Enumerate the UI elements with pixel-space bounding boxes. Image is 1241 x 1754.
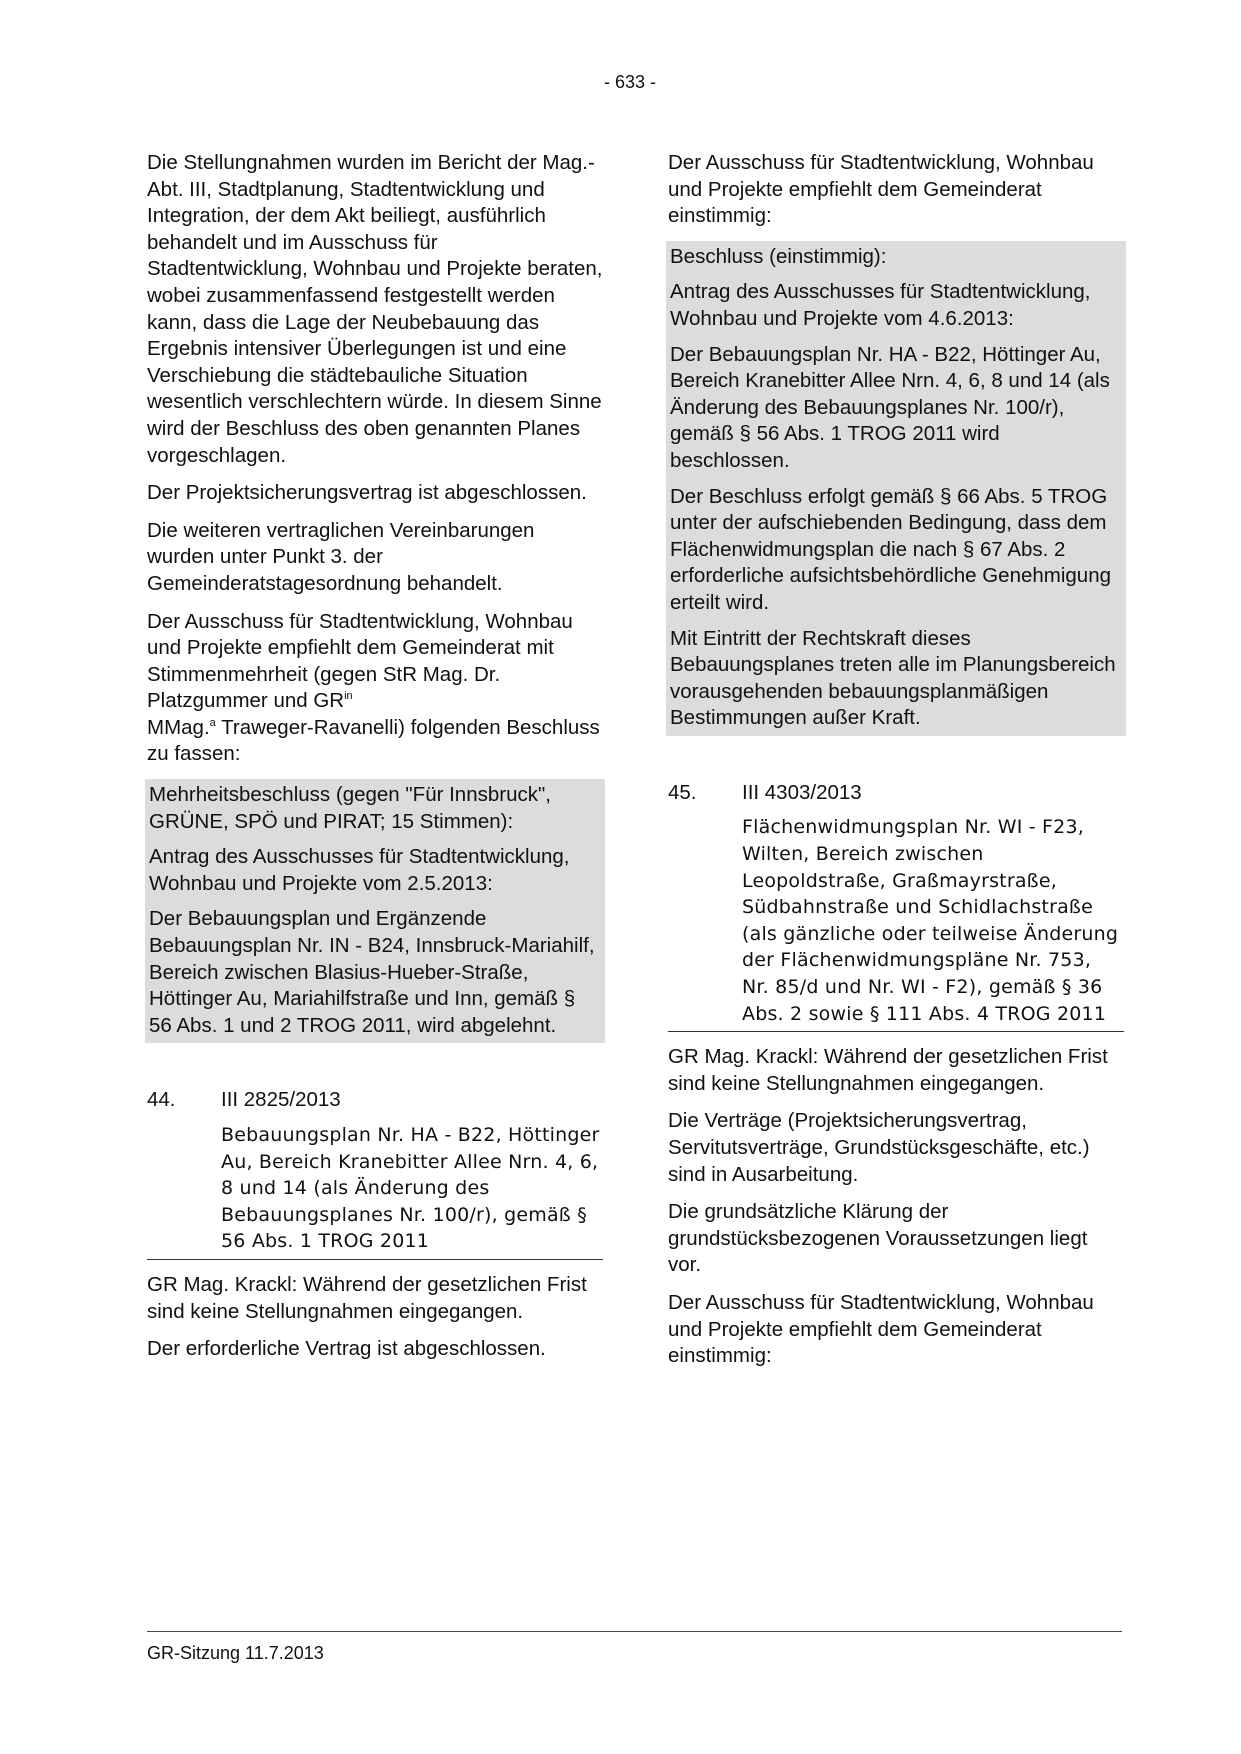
paragraph: Die Verträge (Projektsicherungsvertrag, Servitutsverträge, Grundstücksgeschäfte, etc.) sind in Ausarbeitung. <box>668 1109 1090 1186</box>
agenda-item-title: Flächenwidmungsplan Nr. WI - F23, Wilten, Bereich zwischen Leopoldstraße, Graßmayrstraße, Südbahnstraße und Schidlachstraße (als gänzliche oder teilweise Änderung der Flächenwidmungspläne Nr. 753, Nr. 85/d und Nr. WI - F2), gemäß § 36 Abs. 2 sowie § 111 Abs. 4 TROG 2011 <box>742 816 1119 1025</box>
footer-divider <box>147 1631 1122 1632</box>
agenda-item-number: 45. <box>668 780 697 804</box>
agenda-item-reference: III 2825/2013 <box>221 1088 341 1112</box>
divider <box>147 1259 603 1260</box>
divider <box>668 1031 1124 1032</box>
paragraph: GR Mag. Krackl: Während der gesetzlichen Frist sind keine Stellungnahmen eingegangen. <box>668 1045 1108 1095</box>
resolution-motion: Antrag des Ausschusses für Stadtentwicklung, Wohnbau und Projekte vom 4.6.2013: <box>670 280 1091 330</box>
text-segment: Der Ausschuss für Stadtentwicklung, Wohnbau und Projekte empfiehlt dem Gemeinderat mit Stimmenmehrheit (gegen StR Mag. Dr. Platzgummer und GR <box>147 609 573 713</box>
paragraph: Die grundsätzliche Klärung der grundstücksbezogenen Voraussetzungen liegt vor. <box>668 1200 1088 1277</box>
superscript: a <box>209 717 216 730</box>
resolution-box <box>145 779 605 1043</box>
resolution-text: Der Bebauungsplan und Ergänzende Bebauungsplan Nr. IN - B24, Innsbruck-Mariahilf, Bereich zwischen Blasius-Hueber-Straße, Höttinger Au, Mariahilfstraße und Inn, gemäß § 56 Abs. 1 und 2 TROG 2011, wird abgelehnt. <box>149 907 595 1037</box>
agenda-item-header <box>147 1087 603 1114</box>
resolution-text: Der Bebauungsplan Nr. HA - B22, Höttinger Au, Bereich Kranebitter Allee Nrn. 4, 6, 8 und 14 (als Änderung des Bebauungsplanes Nr. 100/r), gemäß § 56 Abs. 1 TROG 2011 wird beschlossen. <box>670 342 1110 472</box>
right-column <box>668 150 1124 1381</box>
resolution-vote: Mehrheitsbeschluss (gegen "Für Innsbruck", GRÜNE, SPÖ und PIRAT; 15 Stimmen): <box>149 783 551 833</box>
paragraph: Die weiteren vertraglichen Vereinbarungen wurden unter Punkt 3. der Gemeinderatstagesordnung behandelt. <box>147 518 535 595</box>
paragraph: Der Projektsicherungsvertrag ist abgeschlossen. <box>147 481 587 505</box>
agenda-item-header <box>668 780 1124 807</box>
paragraph: Die Stellungnahmen wurden im Bericht der Mag.-Abt. III, Stadtplanung, Stadtentwicklung und Integration, der dem Akt beiliegt, ausführlich behandelt und im Ausschuss für Stadtentwicklung, Wohnbau und Projekte beraten, wobei zusammenfassend festgestellt werden kann, dass die Lage der Neubebauung das Ergebnis intensiver Überlegungen ist und eine Verschiebung die städtebauliche Situation wesentlich verschlechtern würde. In diesem Sinne wird der Beschluss des oben genannten Planes vorgeschlagen. <box>147 151 603 467</box>
resolution-motion: Antrag des Ausschusses für Stadtentwicklung, Wohnbau und Projekte vom 2.5.2013: <box>149 845 570 895</box>
resolution-effect: Mit Eintritt der Rechtskraft dieses Bebauungsplanes treten alle im Planungsbereich vorausgehenden bebauungsplanmäßigen Bestimmungen außer Kraft. <box>670 626 1116 730</box>
agenda-item-number: 44. <box>147 1088 176 1112</box>
paragraph: Der Ausschuss für Stadtentwicklung, Wohnbau und Projekte empfiehlt dem Gemeinderat einstimmig: <box>668 151 1094 228</box>
text-segment: Traweger-Ravanelli) folgenden Beschluss zu fassen: <box>147 715 600 766</box>
recommendation-paragraph <box>147 609 603 769</box>
agenda-item-title: Bebauungsplan Nr. HA - B22, Höttinger Au, Bereich Kranebitter Allee Nrn. 4, 6, 8 und 14 (als Änderung des Bebauungsplanes Nr. 100/r), gemäß § 56 Abs. 1 TROG 2011 <box>221 1124 600 1253</box>
resolution-box <box>666 241 1126 736</box>
paragraph: Der Ausschuss für Stadtentwicklung, Wohnbau und Projekte empfiehlt dem Gemeinderat einstimmig: <box>668 1290 1094 1368</box>
footer-session-label: GR-Sitzung 11.7.2013 <box>147 1643 324 1663</box>
paragraph: Der erforderliche Vertrag ist abgeschlossen. <box>147 1337 546 1361</box>
page-number: - 633 - <box>603 72 657 92</box>
left-column <box>147 150 603 1374</box>
superscript: in <box>344 690 353 703</box>
agenda-item-reference: III 4303/2013 <box>742 780 862 804</box>
resolution-condition: Der Beschluss erfolgt gemäß § 66 Abs. 5 TROG unter der aufschiebenden Bedingung, dass dem Flächenwidmungsplan die nach § 67 Abs. 2 erforderliche aufsichtsbehördliche Genehmigung erteilt wird. <box>670 484 1112 614</box>
text-segment: MMag. <box>147 715 210 739</box>
paragraph: GR Mag. Krackl: Während der gesetzlichen Frist sind keine Stellungnahmen eingegangen. <box>147 1272 587 1323</box>
resolution-vote: Beschluss (einstimmig): <box>670 244 887 268</box>
